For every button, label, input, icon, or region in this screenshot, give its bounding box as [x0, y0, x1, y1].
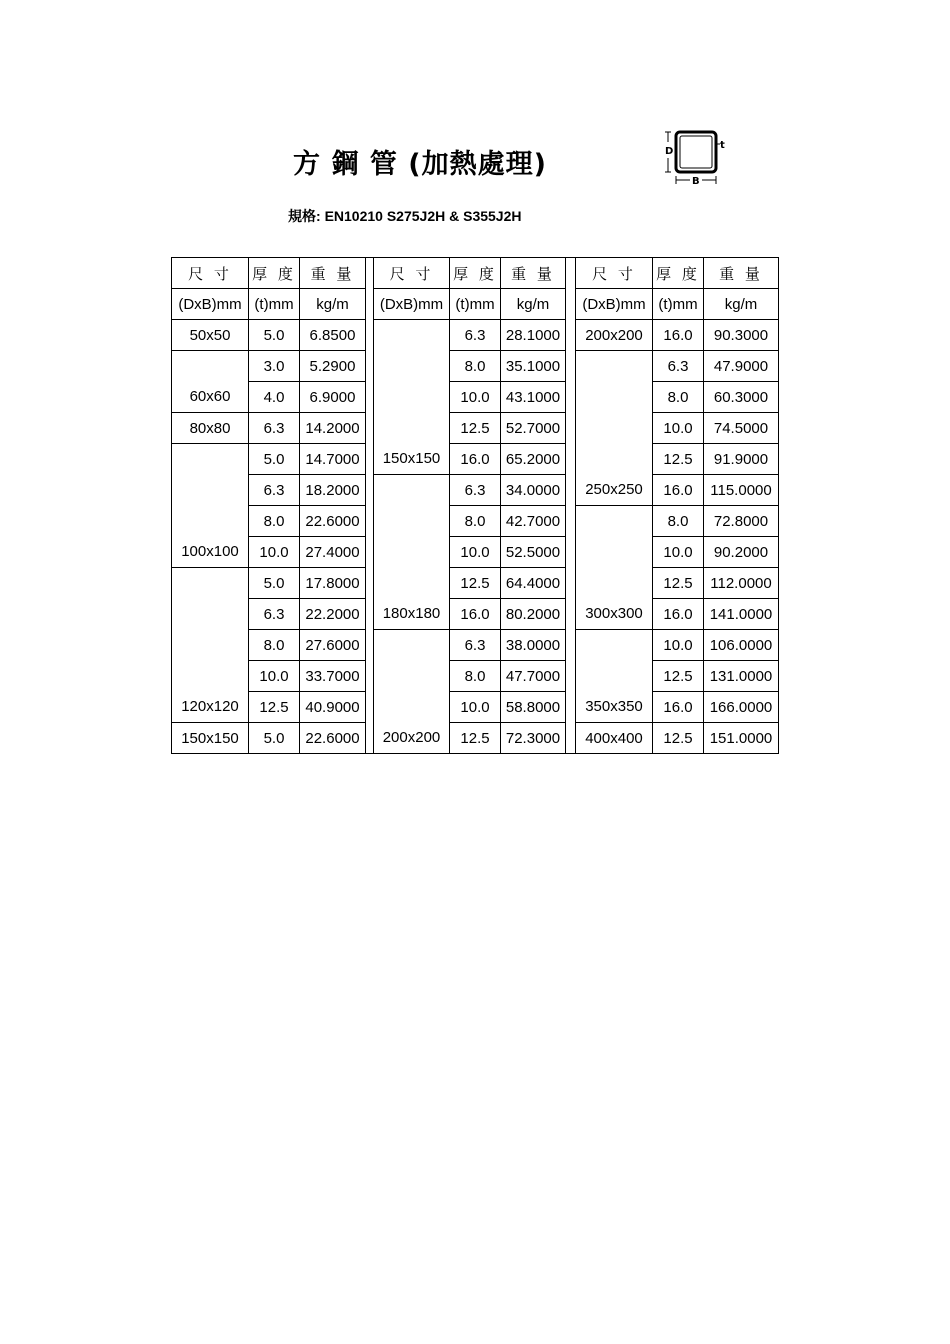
table-row — [172, 320, 779, 351]
thickness-cell: 8.0 — [249, 506, 300, 537]
unit-weight: kg/m — [300, 289, 366, 320]
weight-cell: 22.2000 — [300, 599, 366, 630]
weight-cell: 131.0000 — [704, 661, 779, 692]
header-weight: 重 量 — [704, 258, 779, 289]
weight-cell: 166.0000 — [704, 692, 779, 723]
thickness-cell: 10.0 — [450, 382, 501, 413]
thickness-cell: 6.3 — [249, 599, 300, 630]
table-row — [172, 537, 779, 568]
thickness-cell: 6.3 — [450, 320, 501, 351]
thickness-cell: 8.0 — [450, 661, 501, 692]
thickness-cell: 16.0 — [450, 599, 501, 630]
thickness-cell: 3.0 — [249, 351, 300, 382]
weight-cell: 14.2000 — [300, 413, 366, 444]
header-thickness: 厚 度 — [249, 258, 300, 289]
thickness-cell: 10.0 — [249, 661, 300, 692]
weight-cell: 141.0000 — [704, 599, 779, 630]
size-cell: 50x50 — [172, 320, 249, 351]
table-row — [172, 382, 779, 413]
size-cell: 120x120 — [172, 568, 249, 723]
header-thickness: 厚 度 — [653, 258, 704, 289]
weight-cell: 18.2000 — [300, 475, 366, 506]
size-cell: 150x150 — [374, 320, 450, 475]
weight-cell: 42.7000 — [501, 506, 566, 537]
thickness-cell: 5.0 — [249, 568, 300, 599]
table-row — [172, 723, 779, 754]
t-label: t — [720, 140, 725, 151]
weight-cell: 27.6000 — [300, 630, 366, 661]
thickness-cell: 12.5 — [653, 444, 704, 475]
thickness-cell: 8.0 — [450, 351, 501, 382]
unit-weight: kg/m — [704, 289, 779, 320]
d-label: D — [665, 146, 674, 157]
unit-size: (DxB)mm — [576, 289, 653, 320]
weight-cell: 52.7000 — [501, 413, 566, 444]
thickness-cell: 6.3 — [249, 475, 300, 506]
thickness-cell: 6.3 — [249, 413, 300, 444]
page-title: 方 鋼 管 (加熱處理) — [293, 149, 547, 180]
thickness-cell: 16.0 — [653, 475, 704, 506]
weight-cell: 90.2000 — [704, 537, 779, 568]
thickness-cell: 5.0 — [249, 723, 300, 754]
thickness-cell: 6.3 — [450, 630, 501, 661]
weight-cell: 80.2000 — [501, 599, 566, 630]
thickness-cell: 10.0 — [249, 537, 300, 568]
thickness-cell: 12.5 — [450, 413, 501, 444]
thickness-cell: 12.5 — [653, 661, 704, 692]
weight-cell: 151.0000 — [704, 723, 779, 754]
weight-cell: 47.7000 — [501, 661, 566, 692]
thickness-cell: 16.0 — [653, 692, 704, 723]
weight-cell: 38.0000 — [501, 630, 566, 661]
weight-cell: 27.4000 — [300, 537, 366, 568]
weight-cell: 74.5000 — [704, 413, 779, 444]
unit-weight: kg/m — [501, 289, 566, 320]
size-cell: 80x80 — [172, 413, 249, 444]
unit-thickness: (t)mm — [249, 289, 300, 320]
thickness-cell: 8.0 — [653, 382, 704, 413]
thickness-cell: 16.0 — [450, 444, 501, 475]
weight-cell: 40.9000 — [300, 692, 366, 723]
weight-cell: 91.9000 — [704, 444, 779, 475]
weight-cell: 14.7000 — [300, 444, 366, 475]
thickness-cell: 5.0 — [249, 320, 300, 351]
weight-cell: 33.7000 — [300, 661, 366, 692]
thickness-cell: 16.0 — [653, 320, 704, 351]
column-gap — [366, 258, 374, 754]
weight-cell: 58.8000 — [501, 692, 566, 723]
weight-cell: 22.6000 — [300, 506, 366, 537]
unit-row — [172, 289, 779, 320]
weight-cell: 72.8000 — [704, 506, 779, 537]
unit-size: (DxB)mm — [172, 289, 249, 320]
square-tube-diagram — [664, 128, 728, 186]
weight-cell: 106.0000 — [704, 630, 779, 661]
thickness-cell: 5.0 — [249, 444, 300, 475]
table-row — [172, 692, 779, 723]
table-row — [172, 630, 779, 661]
column-gap — [566, 258, 576, 754]
thickness-cell: 8.0 — [653, 506, 704, 537]
header-weight: 重 量 — [300, 258, 366, 289]
table-row — [172, 413, 779, 444]
thickness-cell: 10.0 — [450, 537, 501, 568]
unit-size: (DxB)mm — [374, 289, 450, 320]
spec-value: EN10210 S275J2H & S355J2H — [324, 208, 522, 224]
header-weight: 重 量 — [501, 258, 566, 289]
table-row — [172, 444, 779, 475]
thickness-cell: 8.0 — [450, 506, 501, 537]
header-size: 尺 寸 — [576, 258, 653, 289]
table-row — [172, 661, 779, 692]
weight-cell: 5.2900 — [300, 351, 366, 382]
thickness-cell: 12.5 — [653, 723, 704, 754]
table-row — [172, 351, 779, 382]
weight-cell: 43.1000 — [501, 382, 566, 413]
table-row — [172, 568, 779, 599]
header-size: 尺 寸 — [172, 258, 249, 289]
weight-cell: 34.0000 — [501, 475, 566, 506]
thickness-cell: 16.0 — [653, 599, 704, 630]
weight-cell: 60.3000 — [704, 382, 779, 413]
table-row — [172, 475, 779, 506]
weight-cell: 115.0000 — [704, 475, 779, 506]
unit-thickness: (t)mm — [653, 289, 704, 320]
size-cell: 300x300 — [576, 506, 653, 630]
thickness-cell: 6.3 — [653, 351, 704, 382]
weight-cell: 72.3000 — [501, 723, 566, 754]
b-label: B — [692, 176, 700, 186]
size-cell: 100x100 — [172, 444, 249, 568]
unit-thickness: (t)mm — [450, 289, 501, 320]
thickness-cell: 10.0 — [653, 413, 704, 444]
size-cell: 60x60 — [172, 351, 249, 413]
weight-cell: 112.0000 — [704, 568, 779, 599]
weight-cell: 65.2000 — [501, 444, 566, 475]
size-cell: 150x150 — [172, 723, 249, 754]
thickness-cell: 10.0 — [450, 692, 501, 723]
weight-cell: 6.8500 — [300, 320, 366, 351]
weight-cell: 35.1000 — [501, 351, 566, 382]
header-row — [172, 258, 779, 289]
weight-cell: 22.6000 — [300, 723, 366, 754]
steel-tube-table — [171, 257, 779, 754]
weight-cell: 28.1000 — [501, 320, 566, 351]
square-tube-section-icon — [664, 128, 728, 186]
spec-line — [288, 206, 521, 226]
weight-cell: 6.9000 — [300, 382, 366, 413]
size-cell: 180x180 — [374, 475, 450, 630]
thickness-cell: 12.5 — [450, 723, 501, 754]
thickness-cell: 4.0 — [249, 382, 300, 413]
size-cell: 350x350 — [576, 630, 653, 723]
weight-cell: 47.9000 — [704, 351, 779, 382]
weight-cell: 17.8000 — [300, 568, 366, 599]
thickness-cell: 12.5 — [450, 568, 501, 599]
thickness-cell: 10.0 — [653, 630, 704, 661]
size-cell: 200x200 — [576, 320, 653, 351]
header-thickness: 厚 度 — [450, 258, 501, 289]
weight-cell: 90.3000 — [704, 320, 779, 351]
thickness-cell: 12.5 — [249, 692, 300, 723]
size-cell: 400x400 — [576, 723, 653, 754]
weight-cell: 52.5000 — [501, 537, 566, 568]
thickness-cell: 8.0 — [249, 630, 300, 661]
header-size: 尺 寸 — [374, 258, 450, 289]
table-row — [172, 599, 779, 630]
size-cell: 200x200 — [374, 630, 450, 754]
spec-label: 規格: — [288, 208, 321, 224]
thickness-cell: 10.0 — [653, 537, 704, 568]
size-cell: 250x250 — [576, 351, 653, 506]
weight-cell: 64.4000 — [501, 568, 566, 599]
thickness-cell: 6.3 — [450, 475, 501, 506]
thickness-cell: 12.5 — [653, 568, 704, 599]
table-row — [172, 506, 779, 537]
